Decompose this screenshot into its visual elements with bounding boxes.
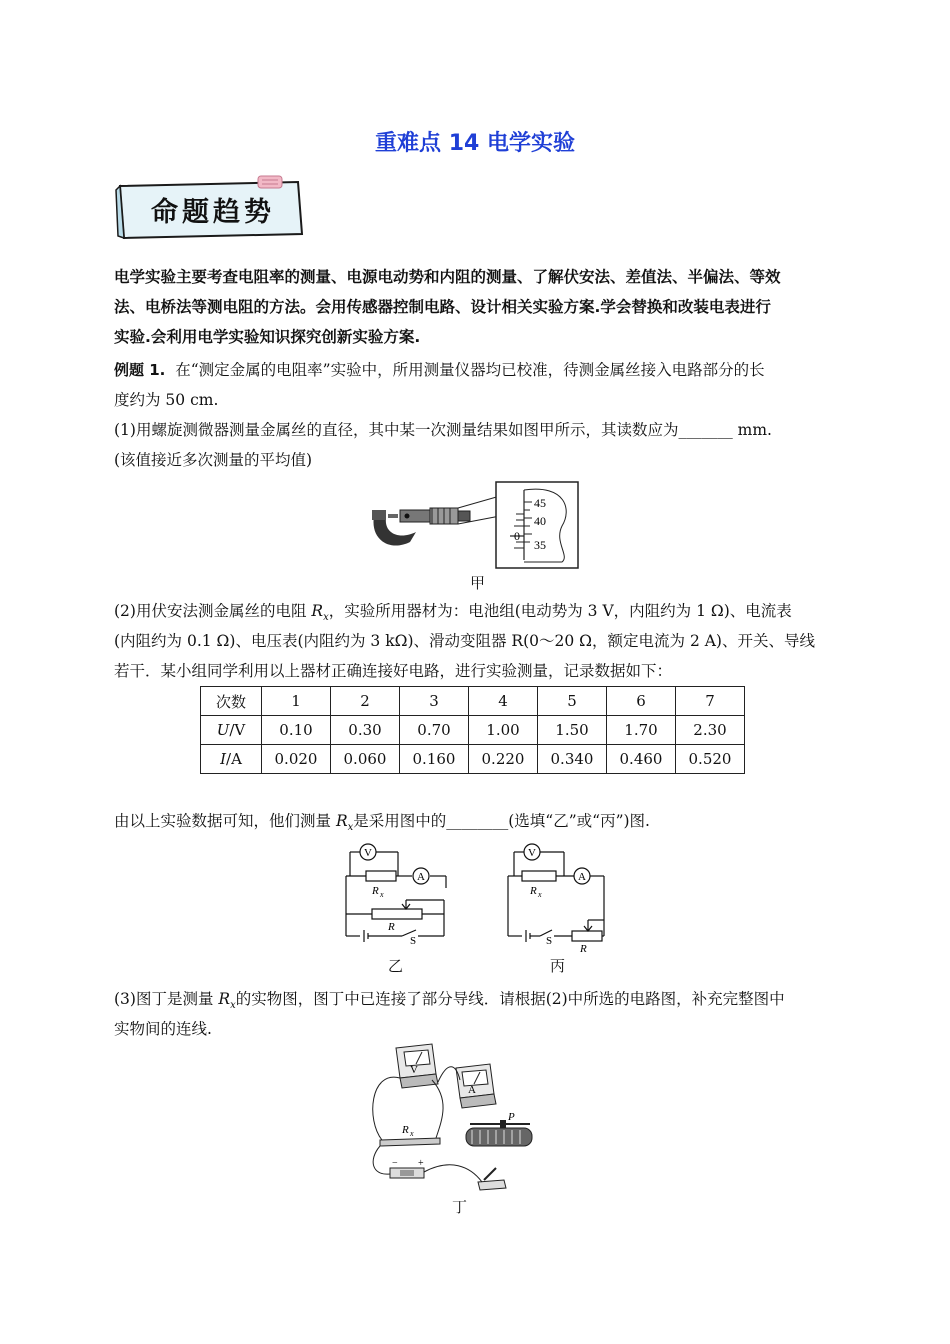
thimble-tick-40: 40 (534, 514, 546, 528)
main-scale-zero: 0 (514, 529, 520, 543)
example-line-1 (114, 355, 765, 385)
question-2-text-b: ，实验所用器材为：电池组(电动势为 3 V，内阻约为 1 Ω)、电流表 (328, 602, 792, 620)
table-header-cell: 4 (469, 687, 538, 716)
rx-symbol: R (218, 990, 231, 1008)
thimble-tick-35: 35 (534, 538, 546, 552)
table-header-row (201, 687, 745, 716)
table-cell: 0.220 (469, 745, 538, 774)
table-cell: 1.00 (469, 716, 538, 745)
ammeter-label: A (468, 1084, 476, 1096)
rheostat-device (466, 1111, 532, 1146)
paper-clip-icon (258, 176, 282, 188)
question-3-line-2: 实物间的连线. (114, 1020, 212, 1038)
figure-caption-jia: 甲 (470, 574, 486, 592)
ammeter-device (456, 1064, 496, 1108)
rx-board (380, 1138, 440, 1146)
current-unit: /A (226, 750, 242, 768)
question-2-line-3: 若干．某小组同学利用以上器材正确连接好电路，进行实验测量，记录数据如下： (114, 662, 673, 680)
table-cell: 2.30 (676, 716, 745, 745)
question-3-line-1 (114, 984, 785, 1021)
rheostat-symbol (372, 909, 422, 919)
switch-label: S (410, 935, 417, 947)
voltmeter-label: V (410, 1064, 418, 1076)
page-title: 重难点 14 电学实验 (375, 131, 575, 156)
switch-label: S (546, 935, 553, 947)
example-label: 例题 1. (114, 361, 166, 379)
rheostat-label: R (388, 921, 395, 933)
section-banner (112, 176, 308, 242)
figure-caption-yi: 乙 (388, 957, 404, 975)
question-2-line-4 (114, 806, 650, 843)
table-cell: 0.460 (607, 745, 676, 774)
current-symbol: I (220, 750, 227, 768)
intro-line-1: 电学实验主要考查电阻率的测量、电源电动势和内阻的测量、了解伏安法、差值法、半偏法、等效 (114, 268, 781, 286)
intro-line-3: 实验.会利用电学实验知识探究创新实验方案. (114, 328, 421, 346)
battery-negative-label: − (392, 1158, 398, 1169)
rheostat-label: R (580, 943, 587, 955)
row-label-current (201, 745, 262, 774)
table-header-cell: 1 (262, 687, 331, 716)
rx-resistor-symbol (366, 871, 396, 881)
circuit-diagram-yi (336, 840, 456, 947)
table-cell: 0.70 (400, 716, 469, 745)
example-line-2: 度约为 50 cm. (114, 391, 219, 409)
table-row-voltage (201, 716, 745, 745)
circuit-diagram-bing (500, 840, 620, 955)
physical-setup-figure (360, 1040, 560, 1190)
ammeter-label: A (417, 871, 425, 883)
question-2-text-a: (2)用伏安法测金属丝的电阻 (114, 602, 312, 620)
table-cell: 1.50 (538, 716, 607, 745)
table-header-cell: 6 (607, 687, 676, 716)
switch-device (478, 1168, 506, 1190)
data-table (200, 686, 745, 774)
intro-line-2: 法、电桥法等测电阻的方法。会用传感器控制电路、设计相关实验方案.学会替换和改装电表进行 (114, 298, 771, 316)
table-cell: 0.020 (262, 745, 331, 774)
table-cell: 0.060 (331, 745, 400, 774)
figure-caption-ding: 丁 (452, 1198, 468, 1216)
voltmeter-label: V (528, 847, 536, 859)
rx-label-sub: x (538, 890, 542, 899)
question-3-text-a: (3)图丁是测量 (114, 990, 219, 1008)
table-cell: 0.10 (262, 716, 331, 745)
ammeter-label: A (578, 871, 586, 883)
table-header-cell: 3 (400, 687, 469, 716)
voltmeter-device (396, 1044, 438, 1088)
question-1-line-2: (该值接近多次测量的平均值) (114, 451, 313, 469)
slider-label: P (508, 1111, 515, 1123)
battery-positive-label: + (418, 1158, 424, 1169)
voltage-unit: /V (229, 721, 246, 739)
table-header-cell: 2 (331, 687, 400, 716)
table-header-cell: 次数 (201, 687, 262, 716)
rx-symbol: R (335, 812, 348, 830)
banner-title: 命题趋势 (151, 197, 275, 228)
rx-label-sub: x (380, 890, 384, 899)
rx-label: R (530, 885, 537, 897)
table-header-cell: 7 (676, 687, 745, 716)
question-2-line-4-a: 由以上实验数据可知，他们测量 (114, 812, 336, 830)
question-2-line-2: (内阻约为 0.1 Ω)、电压表(内阻约为 3 kΩ)、滑动变阻器 R(0～20 Ω，额定电流为 2 A)、开关、导线 (114, 632, 815, 650)
rx-symbol: R (311, 602, 324, 620)
battery-device (390, 1158, 424, 1178)
table-cell: 0.160 (400, 745, 469, 774)
table-cell: 1.70 (607, 716, 676, 745)
table-cell: 0.30 (331, 716, 400, 745)
rx-subscript: x (323, 612, 329, 624)
rx-subscript: x (230, 1000, 236, 1012)
row-label-voltage (201, 716, 262, 745)
voltage-symbol: U (216, 721, 230, 739)
example-text-1: 在“测定金属的电阻率”实验中，所用测量仪器均已校准，待测金属丝接入电路部分的长 (175, 361, 765, 379)
table-header-cell: 5 (538, 687, 607, 716)
question-1-line-1: (1)用螺旋测微器测量金属丝的直径，其中某一次测量结果如图甲所示，其读数应为_______ mm. (114, 421, 772, 439)
figure-caption-bing: 丙 (550, 957, 566, 975)
thimble-tick-45: 45 (534, 496, 546, 510)
rx-label: R (372, 885, 379, 897)
question-3-text-b: 的实物图，图丁中已连接了部分导线．请根据(2)中所选的电路图，补充完整图中 (235, 990, 785, 1008)
table-row-current (201, 745, 745, 774)
table-cell: 0.340 (538, 745, 607, 774)
rheostat-symbol (572, 931, 602, 941)
rx-label: R (402, 1124, 409, 1136)
question-2-line-4-b: 是采用图中的________(选填“乙”或“丙”)图. (353, 812, 650, 830)
micrometer-figure (366, 480, 582, 570)
rx-subscript: x (347, 822, 354, 834)
rx-resistor-symbol (522, 871, 556, 881)
rx-label-sub: x (410, 1129, 414, 1138)
table-cell: 0.520 (676, 745, 745, 774)
voltmeter-label: V (364, 847, 372, 859)
